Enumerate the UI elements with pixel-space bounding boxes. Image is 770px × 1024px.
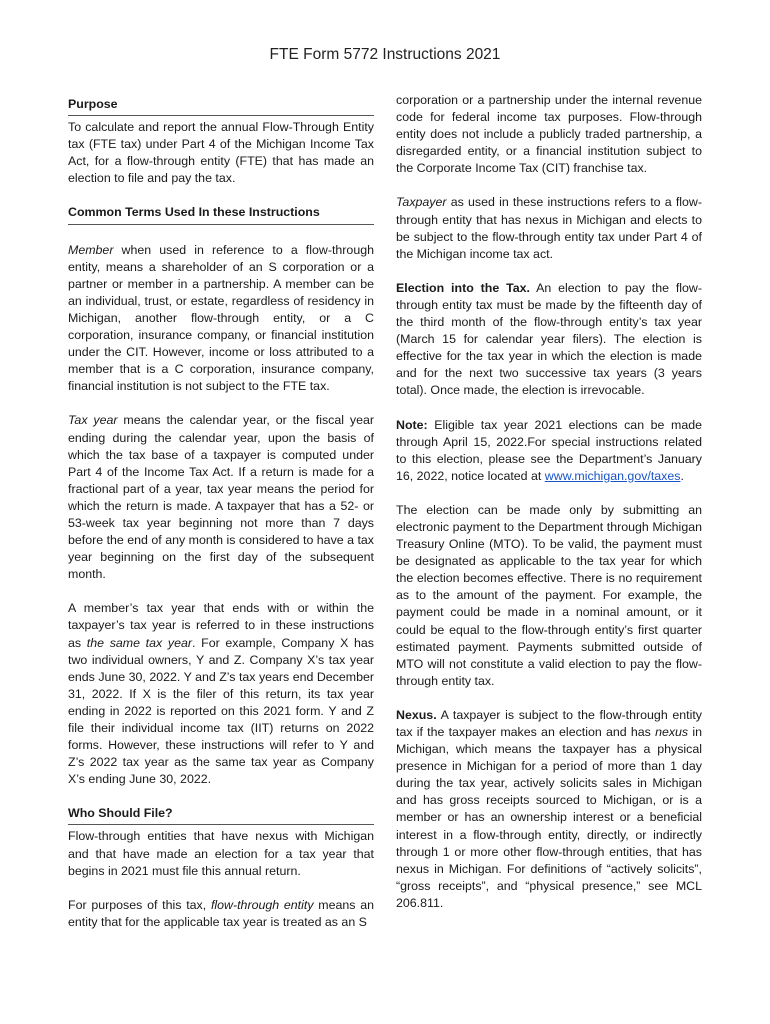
nexus-paragraph: Nexus. A taxpayer is subject to the flow-through entity tax if the taxpayer makes an election and has nexus in Michigan, which means the taxpayer has a physical presence in Michigan for a period of more than 1 day during the tax year, actively solicits sales in Michigan and has gross receipts sourced to Michigan, or is a member or has an ownership interest or a beneficial interest in a flow-through entity, directly, or indirectly through 1 or more other flow-through entities, that has nexus in Michigan. For definitions of “actively solicits”, “gross receipts”, and “physical presence,” see MCL 206.811. (396, 707, 703, 910)
taxpayer-term: Taxpayer (396, 195, 447, 210)
fte-definition-continued: corporation or a partnership under the internal revenue code for federal income tax purposes. Flow-through entity does not include a publicly traded partnership, a disregarded entity, or a financial institution subject to the Corporate Income Tax (CIT) franchise tax. (396, 93, 702, 176)
purpose-text: To calculate and report the annual Flow-Through Entity tax (FTE tax) under Part 4 of the Michigan Income Tax Act, for a flow-through entity (FTE) that has made an election to file and pay the tax. (68, 120, 374, 186)
michigan-taxes-link[interactable]: www.michigan.gov/taxes (544, 468, 681, 483)
note-paragraph: Note: Eligible tax year 2021 elections can be made through April 15, 2022.For special instructions related to this election, please see the Department’s January 16, 2022, notice located at www.michigan.gov/taxes. (396, 417, 702, 483)
nexus-label: Nexus. (396, 707, 437, 722)
same-tax-year-term: the same tax year (86, 635, 192, 650)
fte-term: flow-through entity (210, 897, 314, 912)
member-term: Member (68, 242, 114, 257)
page-title: FTE Form 5772 Instructions 2021 (269, 46, 501, 63)
nexus-term: nexus (655, 725, 689, 739)
election-paragraph: Election into the Tax. An election to pay the flow-through entity tax must be made by the fifteenth day of the third month of the flow-through entity’s tax year (March 15 for calendar year filers). The election is effective for the tax year in which the election is made and for the next two successive tax years (3 years total). Once made, the election is irrevocable. (396, 280, 702, 398)
tax-year-definition: Tax year means the calendar year, or the fiscal year ending during the calendar year, upon the basis of which the tax base of a taxpayer is computed under Part 4 of the Income Tax Act. If a return is made for a fractional part of a year, tax year means the period for which the return is made. A taxpayer that has a 52- or 53-week tax year beginning not more than 7 days before the end of any month is considered to have a tax year beginning on the first day of the subsequent month. (68, 413, 374, 582)
taxpayer-definition: Taxpayer as used in these instructions refers to a flow-through entity that has nexus in Michigan and elects to be subject to the flow-through entity tax under Part 4 of the Michigan income tax act. (396, 195, 702, 261)
common-terms-heading: Common Terms Used In these Instructions (68, 204, 374, 224)
left-column (68, 92, 374, 931)
purpose-heading: Purpose (68, 96, 374, 116)
election-label: Election into the Tax. (396, 280, 530, 295)
note-label: Note: (396, 417, 428, 432)
member-definition: Member when used in reference to a flow-through entity, means a shareholder of an S corporation or a partner or member in a partnership. A member can be an individual, trust, or estate, regardless of residency in Michigan, another flow-through entity, or a C corporation, insurance company, or financial institution under the CIT. However, income or loss attributed to a member that is a C corporation, insurance company, financial institution is not subject to the FTE tax. (68, 242, 374, 394)
election-mto-paragraph: The election can be made only by submitting an electronic payment to the Department through Michigan Treasury Online (MTO). To be valid, the payment must be designated as applicable to the tax year for which the election becomes effective. There is no requirement as to the amount of the payment. For example, the payment could be made in a nominal amount, or it could be equal to the flow-through entity’s first quarter estimated payment. Payments submitted outside of MTO will not constitute a valid election to pay the flow-through entity tax. (396, 502, 702, 688)
who-should-file-text: Flow-through entities that have nexus with Michigan and that have made an election for a tax year that begins in 2021 must file this annual return. (68, 829, 374, 878)
same-tax-year-paragraph: A member’s tax year that ends with or within the taxpayer’s tax year is referred to in these instructions as the same tax year. For example, Company X has two individual owners, Y and Z. Company X’s tax year ends June 30, 2022. Y and Z’s tax years end December 31, 2022. If X is the filer of this return, its tax year ending in 2022 is reported on this 2021 form. Y and Z file their individual income tax (IIT) returns on 2022 forms. However, these instructions will refer to Y and Z’s 2022 tax year as the same tax year as Company X’s ending June 30, 2022. (68, 601, 375, 787)
who-should-file-heading: Who Should File? (68, 805, 374, 825)
fte-definition: For purposes of this tax, flow-through entity means an entity that for the applicable tax year is treated as an S (68, 897, 375, 929)
right-column (396, 92, 702, 912)
tax-year-term: Tax year (68, 413, 118, 428)
